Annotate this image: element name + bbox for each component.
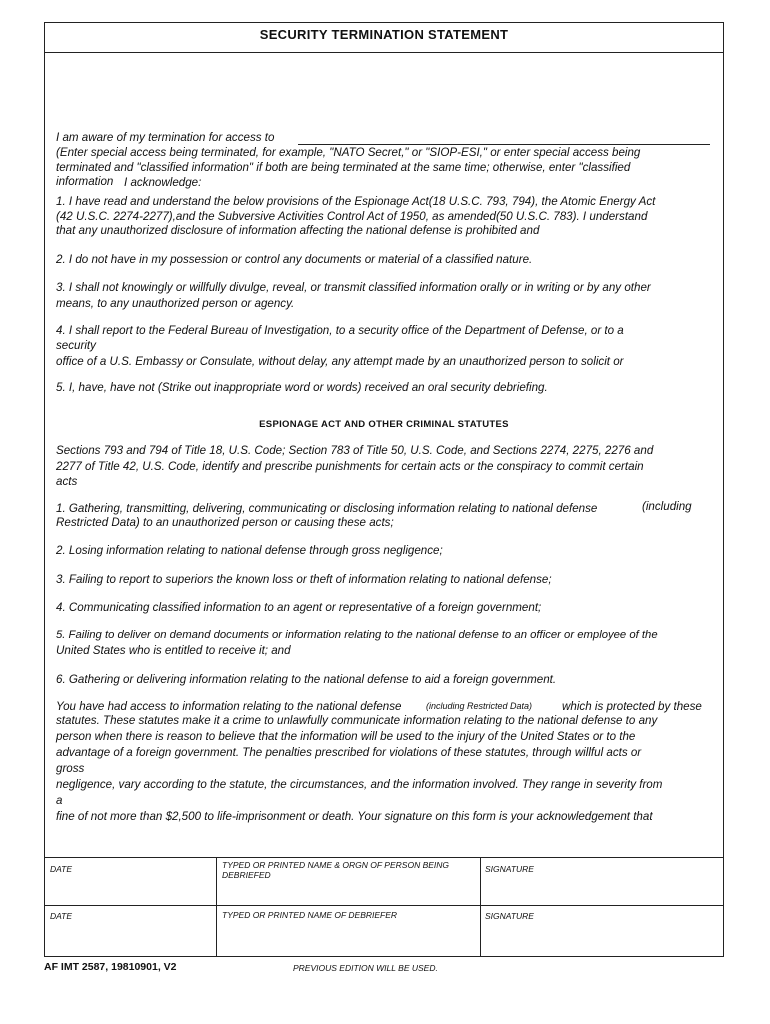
intro-line: I am aware of my termination for access to (56, 131, 275, 144)
edition-note: PREVIOUS EDITION WILL BE USED. (293, 963, 438, 973)
debriefer-signature-label: SIGNATURE (485, 911, 534, 921)
closing-small: (including Restricted Data) (426, 701, 533, 711)
statutes-intro-1: Sections 793 and 794 of Title 18, U.S. Code; Section 783 of Title 50, U.S. Code, and Sections 2274, 2275, 2276 and (56, 444, 654, 457)
item-1-line-3: that any unauthorized disclosure of information affecting the national defense is prohibited and (56, 224, 540, 237)
closing-line-4: gross (56, 762, 85, 775)
closing-line-1: statutes. These statutes make it a crime to unlawfully communicate information relating to the national defense to any (56, 714, 658, 727)
debriefer-date-label: DATE (50, 911, 73, 921)
closing-start: You have had access to information relating to the national defense (56, 700, 402, 713)
statute-4: 4. Communicating classified information to an agent or representative of a foreign government; (56, 601, 542, 614)
statute-5-line-2: United States who is entitled to receive it; and (56, 644, 291, 657)
item-3-line-1: 3. I shall not knowingly or willfully divulge, reveal, or transmit classified information orally or in writing or by any other (56, 281, 651, 294)
item-3-line-2: means, to any unauthorized person or agency. (56, 297, 295, 310)
statute-3: 3. Failing to report to superiors the known loss or theft of information relating to national defense; (56, 573, 552, 586)
debriefed-date-label: DATE (50, 864, 73, 874)
closing-line-3: advantage of a foreign government. The penalties prescribed for violations of these statutes, through willful acts or (56, 746, 642, 759)
debriefed-name-field[interactable] (217, 858, 479, 904)
intro-instruction-1: (Enter special access being terminated, for example, "NATO Secret," or "SIOP-ESI," or enter special access being (56, 146, 641, 159)
item-1-line-1: 1. I have read and understand the below provisions of the Espionage Act(18 U.S.C. 793, 794), the Atomic Energy Act (56, 195, 656, 208)
access-terminated-field[interactable] (298, 130, 710, 145)
item-4-line-1: 4. I shall report to the Federal Bureau of Investigation, to a security office of the Department of Defense, or to a (56, 324, 624, 337)
statute-1-including: (including (642, 500, 692, 513)
item-2: 2. I do not have in my possession or control any documents or material of a classified nature. (56, 253, 533, 266)
debriefer-signature-field[interactable] (481, 906, 723, 956)
debriefer-date-field[interactable] (45, 906, 215, 956)
form-title: SECURITY TERMINATION STATEMENT (259, 27, 509, 42)
title-divider (44, 52, 724, 53)
debriefed-signature-label: SIGNATURE (485, 864, 534, 874)
closing-line-7: fine of not more than $2,500 to life-imprisonment or death. Your signature on this form is your acknowledgement that (56, 810, 653, 823)
debriefed-date-field[interactable] (45, 858, 215, 904)
item-1-line-2: (42 U.S.C. 2274-2277),and the Subversive Activities Control Act of 1950, as amended(50 U.S.C. 783). I understand (56, 210, 648, 223)
item-4-line-2: security (56, 339, 96, 352)
statutes-intro-2: 2277 of Title 42, U.S. Code, identify and prescribe punishments for certain acts or the conspiracy to commit certain (56, 460, 644, 473)
statutes-heading: ESPIONAGE ACT AND OTHER CRIMINAL STATUTES (259, 419, 509, 430)
closing-line-6: a (56, 794, 63, 807)
form-id: AF IMT 2587, 19810901, V2 (44, 961, 177, 973)
debriefer-name-label: TYPED OR PRINTED NAME OF DEBRIEFER (222, 910, 398, 920)
statute-1-line-1: 1. Gathering, transmitting, delivering, communicating or disclosing information relating to national defense (56, 502, 598, 515)
intro-instruction-3: information (56, 175, 114, 188)
item-4-line-3: office of a U.S. Embassy or Consulate, without delay, any attempt made by an unauthorized person to solicit or (56, 355, 624, 368)
debriefer-name-field[interactable] (217, 906, 479, 956)
closing-line-5: negligence, vary according to the statute, the circumstances, and the information involved. They range in severity from (56, 778, 663, 791)
intro-instruction-2: terminated and "classified information" if both are being terminated at the same time; otherwise, enter "classified (56, 161, 631, 174)
statute-1-line-2: Restricted Data) to an unauthorized person or causing these acts; (56, 516, 394, 529)
statute-2: 2. Losing information relating to national defense through gross negligence; (56, 544, 443, 557)
statute-5-line-1: 5. Failing to deliver on demand documents or information relating to the national defense to an officer or employee of the (56, 629, 658, 641)
statute-6: 6. Gathering or delivering information relating to the national defense to aid a foreign government. (56, 673, 557, 686)
debriefed-name-label: TYPED OR PRINTED NAME & ORGN OF PERSON BEING DEBRIEFED (222, 860, 450, 880)
acknowledge-label: I acknowledge: (124, 176, 202, 189)
item-5: 5. I, have, have not (Strike out inappropriate word or words) received an oral security debriefing. (56, 381, 548, 394)
closing-end: which is protected by these (562, 700, 702, 713)
statutes-intro-3: acts (56, 475, 78, 488)
debriefed-signature-field[interactable] (481, 858, 723, 904)
closing-line-2: person when there is reason to believe that the information will be used to the injury of the United States or to the (56, 730, 636, 743)
